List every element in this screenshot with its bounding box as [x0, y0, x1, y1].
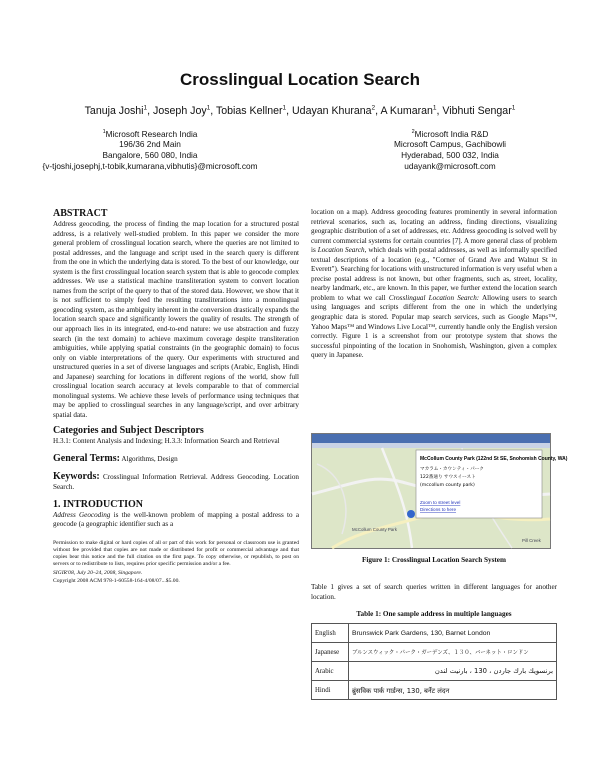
figure-1-map-screenshot: [311, 433, 568, 549]
permission-text: Permission to make digital or hard copies of all or part of this work for personal or classroom use is granted without fee provided that copies are not made or distributed for profit or commercial advantage and that copies bear this notice and the full citation on the first page. To copy otherwise, or republish, to post on servers or to redistribute to lists, requires prior specific permission and/or a fee.: [53, 539, 299, 568]
right-paragraph-2: Table 1 gives a set of search queries written in different languages for another location.: [311, 583, 557, 601]
figure-caption: Figure 1: Crosslingual Location Search System: [362, 556, 506, 564]
categories-heading: Categories and Subject Descriptors: [53, 425, 204, 437]
svg-text:マカラム・カウンティ・パーク: マカラム・カウンティ・パーク: [420, 467, 484, 472]
author-email: udayank@microsoft.com: [404, 160, 496, 171]
svg-text:122番通り サウスイースト: 122番通り サウスイースト: [420, 475, 476, 480]
abstract-text: Address geocoding, the process of finding the map location for a structured postal address, is a relatively well-studied problem. In this paper we consider the more general problem of crosslingual location search, where the queries are not limited to postal addresses, and the language and script used in the search query is different from the one in which the underlying data is stored. To the best of our knowledge, our system is the first crosslingual location search system that is able to geocode complex addresses. We use a statistical machine transliteration system to convert location names from the script of the query to that of the stored data. However, we show that it is not sufficient to simply feed the resulting transliterations into a monolingual geocoding system, as the ambiguity inherent in the conversion drastically expands the location search space and significantly lowers the quality of results. The strength of our approach lies in its integrated, end-to-end nature: we use abstraction and fuzzy search (in the text domain) to achieve maximum coverage despite transliteration ambiguities, while applying spatial constraints (in the geographic domain) to focus only on viable interpretations of the query. Our experiments with structured and unstructured queries in a set of diverse languages and scripts (Arabic, English, Hindi and Japanese) searching for locations in different regions of the world, show full crosslingual location search accuracy at levels comparable to that of commercial monolingual systems. We achieve these levels of performance using techniques that may be applied to crosslingual searches in any language/script, and over arbitrary spatial data.: [53, 220, 299, 419]
table-row: English Brunswick Park Gardens, 130, Barnet London: [312, 624, 557, 643]
map-illustration: [312, 434, 568, 548]
right-paragraph-2-block: [311, 583, 557, 602]
permission-block: [53, 540, 299, 585]
affiliation-1: $^1$Microsoft Research India 196/36 2nd Main Bangalore, 560 080, India {v-tjoshi,josephj,t-tobik,kumarana,vibhutis}@microsoft.com: [0, 127, 300, 171]
author-emails: {v-tjoshi,josephj,t-tobik,kumarana,vibhutis}@microsoft.com: [42, 160, 258, 171]
author: Joseph Joy$^1$,: [153, 104, 216, 117]
table-row: Arabic برنسويك بارك جاردن ، 130 ، بارنيت لندن: [312, 662, 557, 681]
right-column: [311, 208, 557, 361]
intro-text: Address Geocoding is the well-known problem of mapping a postal address to a geocode (a geographic identifier such as a: [53, 510, 299, 529]
right-paragraph-1: location on a map). Address geocoding features prominently in several information retrieval scenarios, such as, locating an address, finding directions, visualizing geographic distribution of a set of addresses, etc. Address geocoding is solved well by current commercial systems for certain countries [7]. A more general class of problem is Location Search, which deals with postal addresses, as well as informally specified textual descriptions of a location (e.g., "Corner of Grand Ave and Walnut St in Everett"). Searching for locations with unstructured information is very useful when a precise postal address is not known, but other fragments, such as, street, locality, nearby landmark, etc., are known. In this paper, we further extend the location search problem to what we call Crosslingual Location Search: Allowing users to search using languages and scripts different from the one in which the underlying geographic data is stored. Popular map search services, such as Google Maps™, Yahoo Maps™ and Windows Live Local™, currently handle only the English version correctly. Figure 1 is a screenshot from our prototype system that shows the successful pinpointing of the location in Snohomish, Washington, given a complex query in Japanese.: [311, 208, 557, 360]
author-list: [0, 104, 600, 117]
zoom-link[interactable]: Zoom to street level: [420, 500, 461, 505]
location-pin-icon[interactable]: [407, 510, 415, 518]
browser-titlebar: [312, 434, 550, 443]
popup-title: McCollum County Park (122nd St SE, Snohomish County, WA): [420, 456, 568, 462]
author: Udayan Khurana$^2$,: [292, 104, 381, 117]
categories-text: H.3.1: Content Analysis and Indexing; H.3.3: Information Search and Retrieval: [53, 437, 280, 446]
author: Tobias Kellner$^1$,: [215, 104, 293, 117]
paper-title: Crosslingual Location Search: [180, 70, 420, 89]
abstract-heading: ABSTRACT: [53, 208, 108, 219]
venue: SIGIR'08, July 20–24, 2008, Singapore.: [53, 570, 143, 577]
map-label-creek: Pill Creek: [522, 538, 541, 543]
map-label-park: McCollum County Park: [352, 527, 397, 532]
affiliation-2: $^2$Microsoft India R&D Microsoft Campus, Gachibowli Hyderabad, 500 032, India udayank@microsoft.com: [300, 127, 600, 171]
intro-heading: 1. INTRODUCTION: [53, 498, 144, 510]
author: Tanuja Joshi$^1$,: [84, 104, 154, 117]
general-terms: General Terms: Algorithms, Design: [53, 453, 178, 465]
table-row: Japanese ブルンスウィック・パーク・ガーデンズ、１３０、バーネット・ロンドン: [312, 643, 557, 662]
directions-link[interactable]: Directions to here: [420, 507, 457, 512]
keywords: Keywords: Crosslingual Information Retrieval. Address Geocoding. Location Search.: [53, 471, 299, 492]
address-table: [311, 623, 557, 700]
author: Vibhuti Sengar$^1$: [442, 104, 516, 117]
table-row: Hindi ब्रुंसविक पार्क गार्डन्स, 130, बर्नेट लंदन: [312, 681, 557, 700]
left-column: [53, 208, 299, 585]
table-caption: Table 1: One sample address in multiple languages: [356, 610, 512, 618]
svg-text:(mccollum county park): (mccollum county park): [420, 483, 475, 488]
author: A Kumaran$^1$,: [380, 104, 443, 117]
copyright: Copyright 2008 ACM 978-1-60558-164-4/08/07...$5.00.: [53, 577, 180, 584]
